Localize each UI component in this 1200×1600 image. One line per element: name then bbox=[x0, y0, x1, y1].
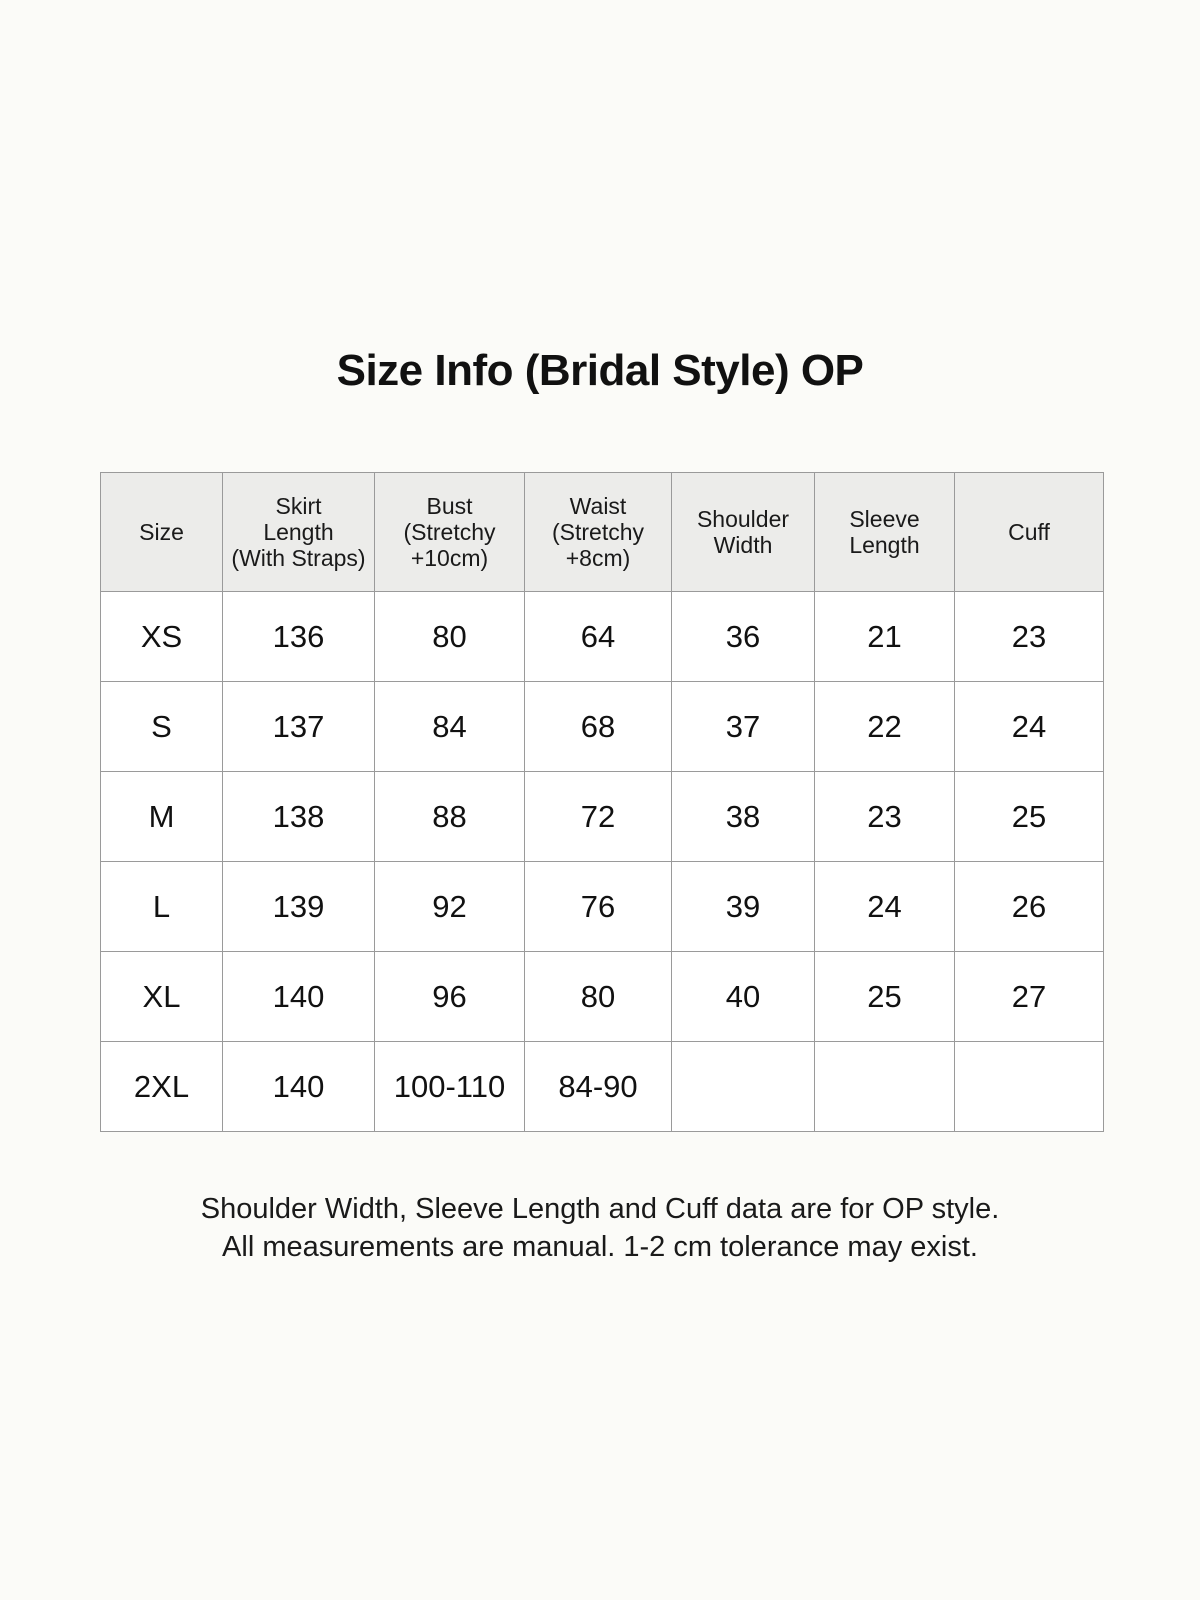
cell-skirt-length: 137 bbox=[223, 682, 375, 772]
cell-cuff: 24 bbox=[955, 682, 1104, 772]
cell-bust: 88 bbox=[375, 772, 525, 862]
cell-skirt-length: 140 bbox=[223, 1042, 375, 1132]
cell-skirt-length: 140 bbox=[223, 952, 375, 1042]
header-sleeve-length: Sleeve Length bbox=[815, 473, 955, 592]
page-title: Size Info (Bridal Style) OP bbox=[336, 346, 864, 395]
cell-cuff bbox=[955, 1042, 1104, 1132]
cell-sleeve-length bbox=[815, 1042, 955, 1132]
cell-bust: 100-110 bbox=[375, 1042, 525, 1132]
table-row bbox=[101, 1042, 1104, 1132]
cell-shoulder-width: 40 bbox=[672, 952, 815, 1042]
cell-skirt-length: 138 bbox=[223, 772, 375, 862]
cell-shoulder-width: 39 bbox=[672, 862, 815, 952]
size-chart-table bbox=[100, 472, 1104, 1132]
header-shoulder-width: Shoulder Width bbox=[672, 473, 815, 592]
header-waist: Waist (Stretchy +8cm) bbox=[525, 473, 672, 592]
cell-cuff: 27 bbox=[955, 952, 1104, 1042]
cell-sleeve-length: 22 bbox=[815, 682, 955, 772]
table-row bbox=[101, 862, 1104, 952]
cell-shoulder-width bbox=[672, 1042, 815, 1132]
footnote-line-2: All measurements are manual. 1-2 cm tolerance may exist. bbox=[222, 1231, 978, 1263]
cell-size: XS bbox=[101, 592, 223, 682]
cell-sleeve-length: 23 bbox=[815, 772, 955, 862]
cell-size: XL bbox=[101, 952, 223, 1042]
table-row bbox=[101, 592, 1104, 682]
cell-bust: 92 bbox=[375, 862, 525, 952]
table-row bbox=[101, 682, 1104, 772]
header-skirt-length: Skirt Length (With Straps) bbox=[223, 473, 375, 592]
cell-waist: 80 bbox=[525, 952, 672, 1042]
cell-sleeve-length: 25 bbox=[815, 952, 955, 1042]
cell-waist: 76 bbox=[525, 862, 672, 952]
cell-waist: 84-90 bbox=[525, 1042, 672, 1132]
header-bust: Bust (Stretchy +10cm) bbox=[375, 473, 525, 592]
cell-shoulder-width: 36 bbox=[672, 592, 815, 682]
table-row bbox=[101, 952, 1104, 1042]
header-cuff: Cuff bbox=[955, 473, 1104, 592]
cell-size: S bbox=[101, 682, 223, 772]
table-row bbox=[101, 772, 1104, 862]
cell-sleeve-length: 24 bbox=[815, 862, 955, 952]
cell-size: L bbox=[101, 862, 223, 952]
cell-size: M bbox=[101, 772, 223, 862]
cell-shoulder-width: 38 bbox=[672, 772, 815, 862]
footnote bbox=[0, 1190, 1200, 1266]
cell-skirt-length: 139 bbox=[223, 862, 375, 952]
cell-cuff: 25 bbox=[955, 772, 1104, 862]
footnote-line-1: Shoulder Width, Sleeve Length and Cuff data are for OP style. bbox=[200, 1193, 1000, 1225]
cell-bust: 96 bbox=[375, 952, 525, 1042]
header-size: Size bbox=[101, 473, 223, 592]
cell-cuff: 23 bbox=[955, 592, 1104, 682]
header-row bbox=[101, 473, 1104, 592]
cell-bust: 84 bbox=[375, 682, 525, 772]
cell-cuff: 26 bbox=[955, 862, 1104, 952]
cell-size: 2XL bbox=[101, 1042, 223, 1132]
cell-shoulder-width: 37 bbox=[672, 682, 815, 772]
cell-bust: 80 bbox=[375, 592, 525, 682]
cell-waist: 64 bbox=[525, 592, 672, 682]
cell-waist: 68 bbox=[525, 682, 672, 772]
cell-sleeve-length: 21 bbox=[815, 592, 955, 682]
cell-waist: 72 bbox=[525, 772, 672, 862]
cell-skirt-length: 136 bbox=[223, 592, 375, 682]
